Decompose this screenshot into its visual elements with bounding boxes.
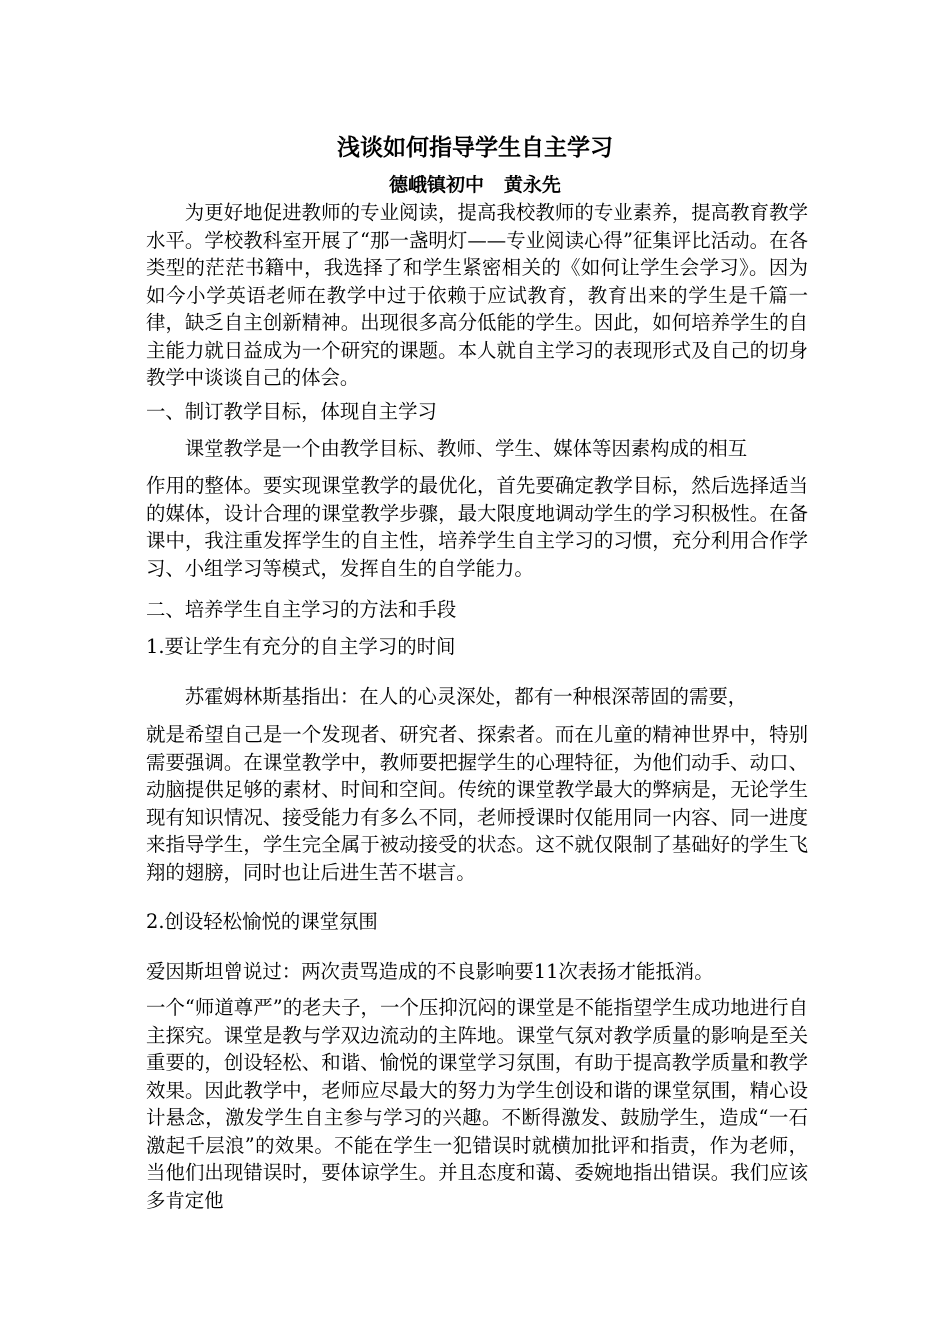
subsection-1-first-line: 苏霍姆林斯基指出：在人的心灵深处，都有一种根深蒂固的需要， — [184, 685, 748, 708]
subsection-2-paragraph: 一个“师道尊严”的老夫子，一个压抑沉闷的课堂是不能指望学生成功地进行自主探究。课堂是教与学双边流动的主阵地。课堂气氛对教学质量的影响是至关重要的，创设轻松、和谐、愉悦的课堂学习氛围，有助于提高教学质量和教学效果。因此教学中，老师应尽最大的努力为学生创设和谐的课堂氛围，精心设计悬念，激发学生自主参与学习的兴趣。不断得激发、鼓励学生，造成“一石激起千层浪”的效果。不能在学生一犯错误时就横加批评和指责，作为老师，当他们出现错误时，要体谅学生。并且态度和蔼、委婉地指出错误。我们应该多肯定他 — [146, 996, 808, 1212]
subsection-1-paragraph: 就是希望自己是一个发现者、研究者、探索者。而在儿童的精神世界中，特别需要强调。在课堂教学中，教师要把握学生的心理特征，为他们动手、动口、动脑提供足够的素材、时间和空间。传统的课堂教学最大的弊病是，无论学生现有知识情况、接受能力有多么不同，老师授课时仅能用同一内容、同一进度来指导学生，学生完全属于被动接受的状态。这不就仅限制了基础好的学生飞翔的翅膀，同时也让后进生苦不堪言。 — [146, 723, 808, 884]
section-1-heading: 一、制订教学目标，体现自主学习 — [146, 400, 437, 423]
section-1-paragraph: 作用的整体。要实现课堂教学的最优化，首先要确定教学目标，然后选择适当的媒体，设计合理的课堂教学步骤，最大限度地调动学生的学习积极性。在备课中，我注重发挥学生的自主性，培养学生自主学习的习惯，充分利用合作学习、小组学习等模式，发挥自生的自学能力。 — [146, 474, 808, 580]
author-school: 德峨镇初中 — [389, 174, 485, 196]
section-2-heading: 二、培养学生自主学习的方法和手段 — [146, 598, 457, 621]
document-title: 浅谈如何指导学生自主学习 — [337, 135, 613, 161]
subsection-1-heading: 1.要让学生有充分的自主学习的时间 — [146, 635, 456, 658]
subsection-2-quote: 爱因斯坦曾说过：两次责骂造成的不良影响要11次表扬才能抵消。 — [146, 960, 714, 983]
subsection-2-heading: 2.创设轻松愉悦的课堂氛围 — [146, 910, 378, 933]
author-line — [0, 171, 950, 199]
author-name: 黄永先 — [503, 174, 561, 196]
section-1-first-line: 课堂教学是一个由教学目标、教师、学生、媒体等因素构成的相互 — [184, 437, 748, 460]
intro-paragraph: 为更好地促进教师的专业阅读，提高我校教师的专业素养，提高教育教学水平。学校教科室开展了“那一盏明灯——专业阅读心得”征集评比活动。在各类型的茫茫书籍中，我选择了和学生紧密相关的《如何让学生会学习》。因为如今小学英语老师在教学中过于依赖于应试教育，教育出来的学生是千篇一律，缺乏自主创新精神。出现很多高分低能的学生。因此，如何培养学生的自主能力就日益成为一个研究的课题。本人就自主学习的表现形式及自己的切身教学中谈谈自己的体会。 — [146, 201, 808, 389]
